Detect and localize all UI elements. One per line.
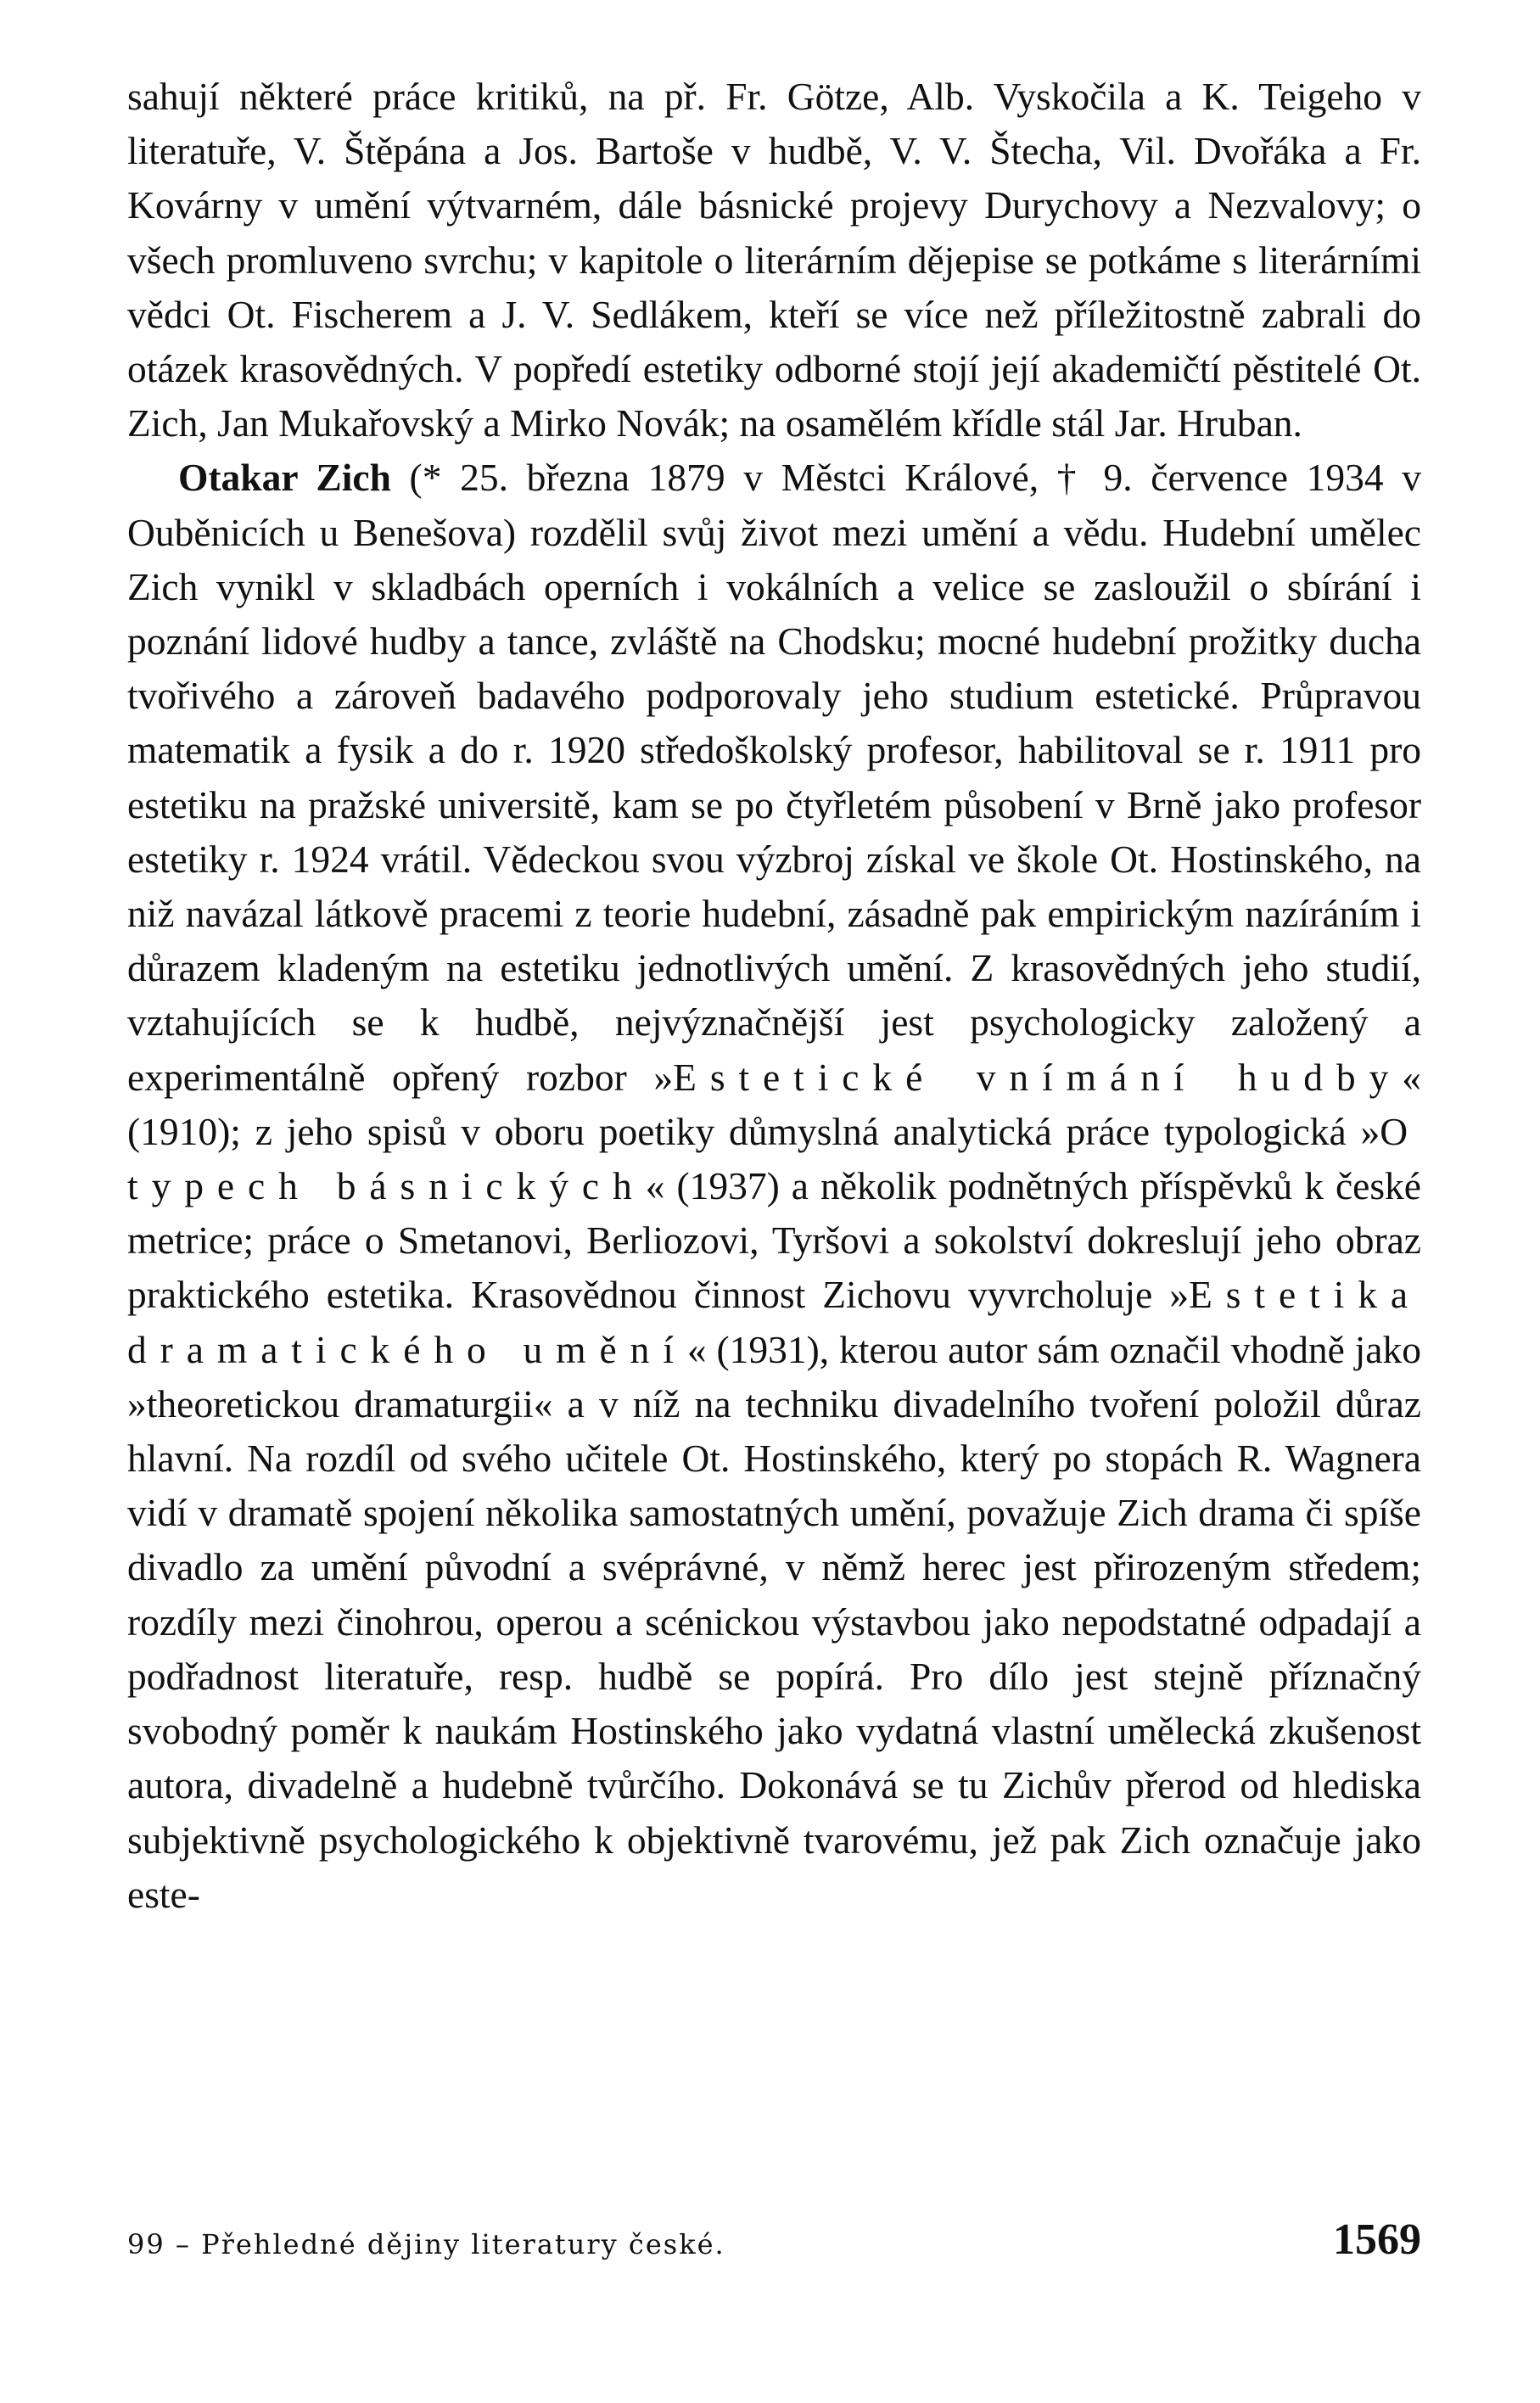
work-title-estetické-vnímání-hudby: Estetické vnímání hudby (673, 1055, 1403, 1099)
body-text (127, 70, 1421, 1922)
work-title-o-typech-básnických: O typech básnických (127, 1109, 1421, 1208)
paragraph-otakar-zich (127, 451, 1421, 1921)
paragraph-text-part-4: « (1931), kterou autor sám označil vhodně jako »theoretickou dramaturgii« a v níž na techniku divadelního tvoření položil důraz hlavní. Na rozdíl od svého učitele Ot. Hostinského, který po stopách R. Wagnera vidí v dramatě spojení několika samostatných umění, považuje Zich drama či spíše divadlo za umění původní a svéprávné, v němž herec jest přirozeným středem; rozdíly mezi činohrou, operou a scénickou výstavbou jako nepodstatné odpadají a podřadnost literatuře, resp. hudbě se popírá. Pro dílo jest stejně příznačný svobodný poměr k naukám Hostinského jako vydatná vlastní umělecká zkušenost autora, divadelně a hudebně tvůrčího. Dokonává se tu Zichův přerod od hlediska subjektivně psychologického k objektivně tvarovému, jež pak Zich označuje jako este- (127, 1327, 1422, 1916)
footer-signature-note: 99 – Přehledné dějiny literatury české. (127, 2228, 725, 2260)
paragraph-text-part-2: « (1910); z jeho spisů v oboru poetiky důmyslná analytická práce typologická » (127, 1055, 1421, 1153)
entry-name: Otakar Zich (178, 456, 391, 500)
page-number: 1569 (1333, 2215, 1421, 2264)
work-title-estetika-dramatického-umění: Estetika dramatického umění (127, 1273, 1421, 1371)
paragraph-intro: sahují některé práce kritiků, na př. Fr. Götze, Alb. Vyskočila a K. Teigeho v literatuře, V. Štěpána a Jos. Bartoše v hudbě, V. V. Štecha, Vil. Dvořáka a Fr. Kovárny v umění výtvarném, dále básnické projevy Durychovy a Nezvalovy; o všech promluveno svrchu; v kapitole o literárním dějepise se potkáme s literárními vědci Ot. Fischerem a J. V. Sedlákem, kteří se více než příležitostně zabrali do otázek krasovědných. V popředí estetiky odborné stojí její akademičtí pěstitelé Ot. Zich, Jan Mukařovský a Mirko Novák; na osamělém křídle stál Jar. Hruban. (127, 75, 1421, 445)
document-page (127, 70, 1421, 2344)
paragraph-text-part-3: « (1937) a několik podnětných příspěvků k české metrice; práce o Smetanovi, Berliozovi, Tyršovi a sokolství dokreslují jeho obraz praktického estetika. Krasovědnou činnost Zichovu vyvrcholuje » (127, 1164, 1421, 1317)
paragraph-text-part-1: (* 25. března 1879 v Městci Králové, † 9. července 1934 v Ouběnicích u Benešova) rozdělil svůj život mezi umění a vědu. Hudební umělec Zich vynikl v skladbách operních i vokálních a velice se zasloužil o sbírání i poznání lidové hudby a tance, zvláště na Chodsku; mocné hudební prožitky ducha tvořivého a zároveň badavého podporovaly jeho studium estetické. Průpravou matematik a fysik a do r. 1920 středoškolský profesor, habilitoval se r. 1911 pro estetiku na pražské universitě, kam se po čtyřletém působení v Brně jako profesor estetiky r. 1924 vrátil. Vědeckou svou výzbroj získal ve škole Ot. Hostinského, na niž navázal látkově pracemi z teorie hudební, zásadně pak empirickým nazíráním i důrazem kladeným na estetiku jednotlivých umění. Z krasovědných jeho studií, vztahujících se k hudbě, nejvýznačnější jest psychologicky založený a experimentálně opřený rozbor » (127, 456, 1421, 1099)
page-footer (127, 2215, 1421, 2283)
